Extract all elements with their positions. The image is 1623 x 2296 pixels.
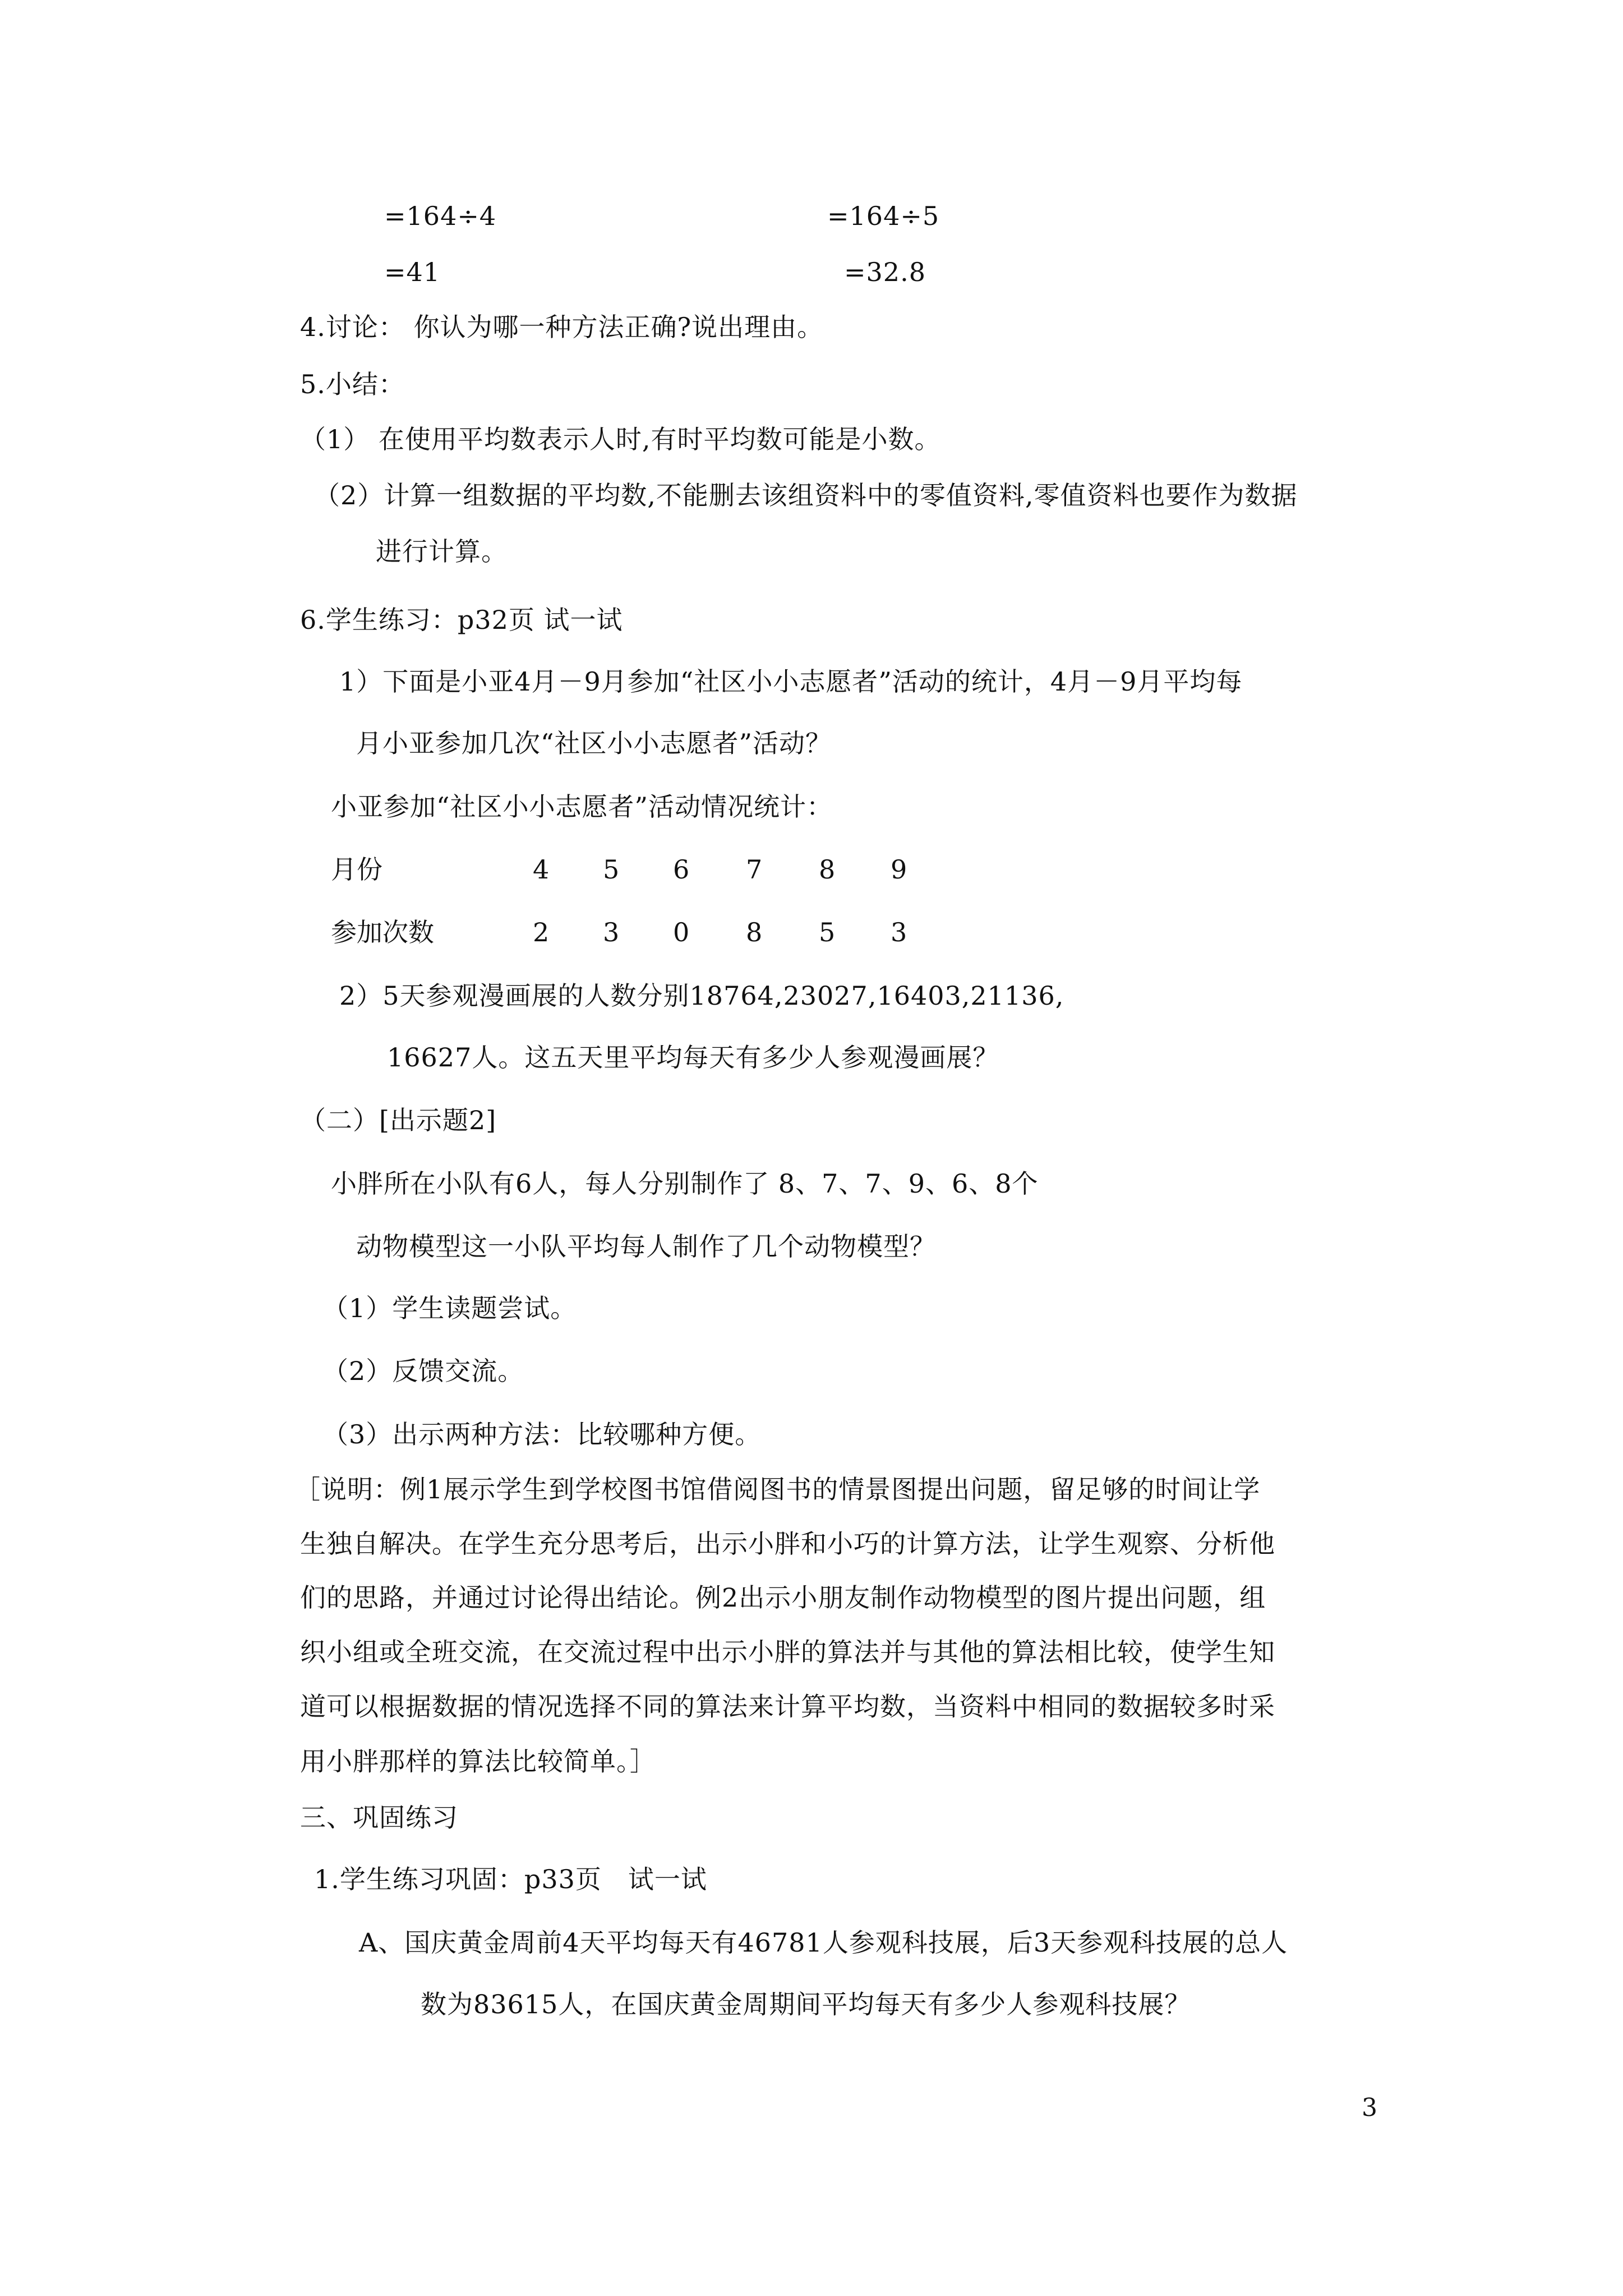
calc-left-line2: =41: [384, 257, 441, 287]
calc-right-line1: =164÷5: [827, 201, 940, 231]
part2-step3: （3）出示两种方法：比较哪种方便。: [322, 1419, 762, 1450]
summary-heading: 5.小结：: [300, 369, 405, 399]
table-cell: 6: [673, 854, 690, 885]
table-cell: 4: [533, 854, 550, 885]
section3-qA-line2: 数为83615人，在国庆黄金周期间平均每天有多少人参观科技展？: [421, 1989, 1191, 2019]
table-cell: 8: [746, 917, 763, 947]
explanation-line3: 们的思路，并通过讨论得出结论。例2出示小朋友制作动物模型的图片提出问题，组: [300, 1582, 1266, 1613]
explanation-line4: 织小组或全班交流，在交流过程中出示小胖的算法并与其他的算法相比较，使学生知: [300, 1637, 1275, 1667]
calc-left-line1: =164÷4: [384, 201, 497, 231]
discussion-line: 4.讨论： 你认为哪一种方法正确?说出理由。: [300, 312, 824, 342]
table-cell: 9: [891, 854, 907, 885]
calc-right-line2: =32.8: [844, 257, 926, 287]
part2-problem-line2: 动物模型这一小队平均每人制作了几个动物模型？: [356, 1231, 936, 1262]
table-cell: 3: [603, 917, 620, 947]
section3-sub1: 1.学生练习巩固：p33页 试一试: [314, 1864, 707, 1894]
table-cell: 7: [746, 854, 763, 885]
table-row2-label: 参加次数: [331, 917, 434, 947]
practice-heading: 6.学生练习：p32页 试一试: [300, 605, 623, 635]
summary-point-2-line2: 进行计算。: [376, 536, 508, 567]
explanation-line1: ［说明：例1展示学生到学校图书馆借阅图书的情景图提出问题，留足够的时间让学: [294, 1474, 1261, 1504]
summary-point-1: （1） 在使用平均数表示人时,有时平均数可能是小数。: [300, 424, 941, 454]
section3-qA-line1: A、国庆黄金周前4天平均每天有46781人参观科技展，后3天参观科技展的总人: [359, 1927, 1288, 1958]
table-cell: 5: [819, 917, 836, 947]
explanation-line2: 生独自解决。在学生充分思考后，出示小胖和小巧的计算方法，让学生观察、分析他: [300, 1529, 1275, 1559]
part2-problem-line1: 小胖所在小队有6人，每人分别制作了 8、7、7、9、6、8个: [331, 1168, 1039, 1199]
table-cell: 3: [891, 917, 907, 947]
practice-q2-line1: 2）5天参观漫画展的人数分别18764,23027,16403,21136,: [339, 981, 1064, 1011]
part2-heading: （二）[出示题2]: [300, 1105, 497, 1135]
table-cell: 0: [673, 917, 690, 947]
page-number: 3: [1362, 2093, 1377, 2122]
practice-q2-line2: 16627人。这五天里平均每天有多少人参观漫画展？: [387, 1042, 999, 1073]
practice-q1-line1: 1）下面是小亚4月－9月参加“社区小小志愿者”活动的统计，4月－9月平均每: [339, 666, 1243, 697]
explanation-line5: 道可以根据数据的情况选择不同的算法来计算平均数，当资料中相同的数据较多时采: [300, 1691, 1275, 1722]
table-caption: 小亚参加“社区小小志愿者”活动情况统计：: [331, 792, 833, 822]
table-cell: 2: [533, 917, 550, 947]
table-cell: 5: [603, 854, 620, 885]
explanation-line6: 用小胖那样的算法比较简单。］: [300, 1746, 656, 1777]
part2-step2: （2）反馈交流。: [322, 1356, 524, 1386]
part2-step1: （1）学生读题尝试。: [322, 1293, 577, 1323]
summary-point-2-line1: （2）计算一组数据的平均数,不能删去该组资料中的零值资料,零值资料也要作为数据: [314, 480, 1298, 510]
table-cell: 8: [819, 854, 836, 885]
section3-heading: 三、巩固练习: [300, 1802, 458, 1833]
table-row1-label: 月份: [331, 854, 382, 885]
practice-q1-line2: 月小亚参加几次“社区小小志愿者”活动？: [356, 728, 832, 758]
